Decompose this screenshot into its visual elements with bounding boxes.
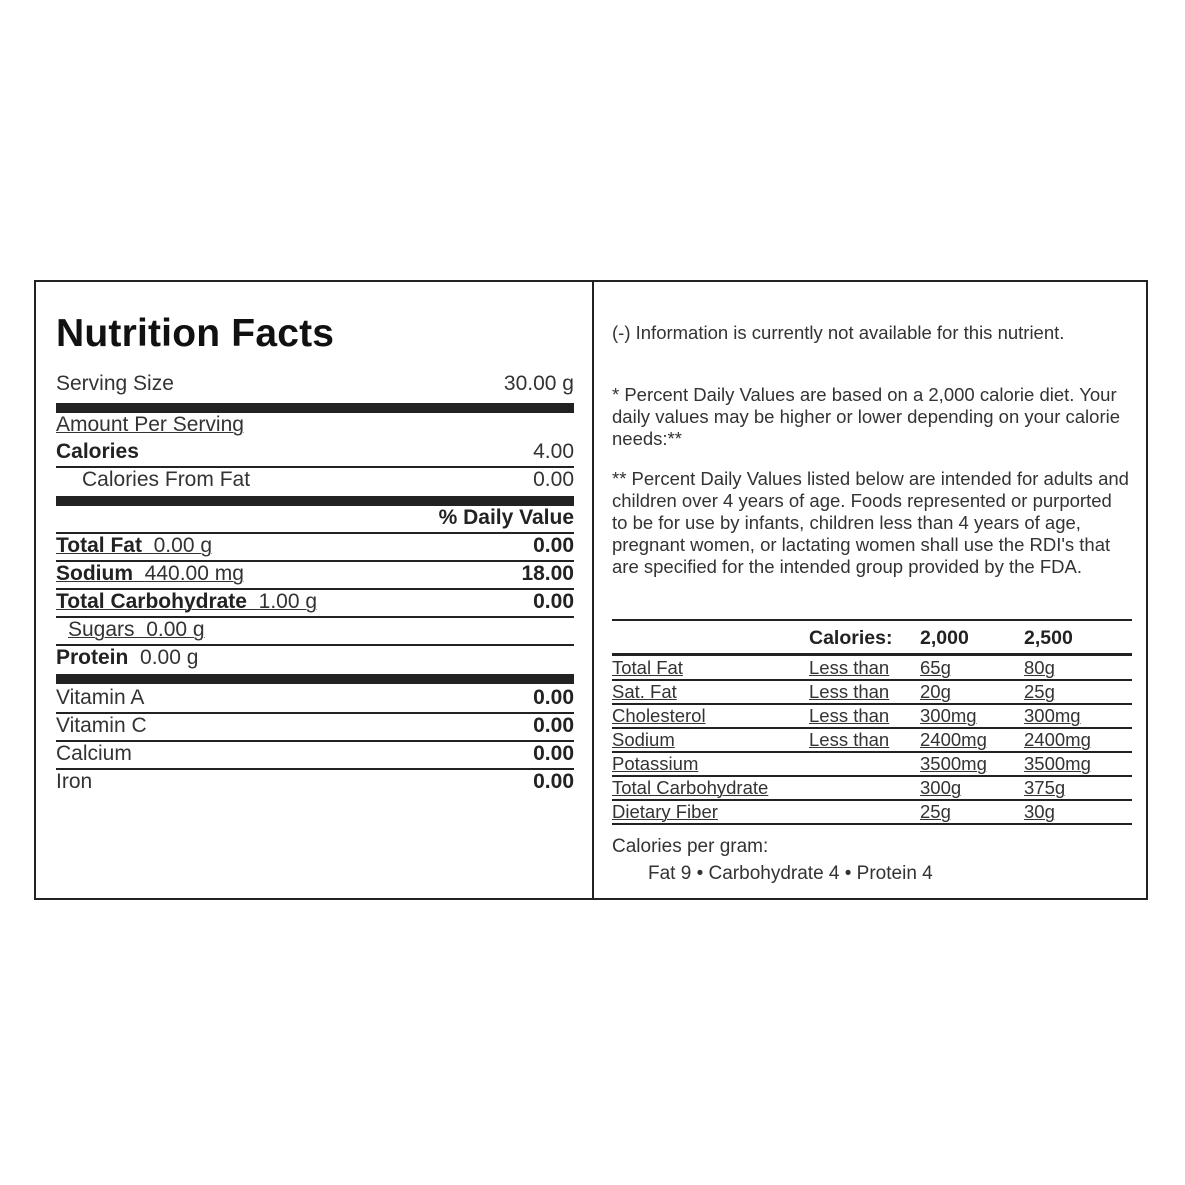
vitamin-row [56,684,574,712]
vitamin-row [56,768,574,796]
serving-size-row [56,370,574,398]
nutrient-amount: 0.00 g [153,534,213,557]
dv-nutrient: Total Carbohydrate [612,777,769,798]
vitamin-row [56,712,574,740]
nutrient-dv: 0.00 [533,590,574,613]
vitamin-dv: 0.00 [533,686,574,709]
dv-nutrient: Sodium [612,729,675,750]
dv-table-row [612,656,1132,680]
dv-nutrient: Cholesterol [612,705,706,726]
dv-nutrient: Total Fat [612,657,683,678]
nutrition-label [34,280,1148,900]
serving-size-value: 30.00 g [503,372,574,395]
vitamin-dv: 0.00 [533,770,574,793]
vitamin-name: Vitamin A [56,686,145,709]
sugars-row [56,616,574,644]
nutrient-dv: 0.00 [533,534,574,557]
dv-qualifier: Less than [809,657,890,678]
dv-nutrient: Sat. Fat [612,681,677,702]
dv-value-2500: 375g [1024,777,1066,798]
nutrient-row [56,588,574,616]
vitamin-name: Vitamin C [56,714,147,737]
dv-value-2000: 300g [920,777,962,798]
rdi-note: ** Percent Daily Values listed below are intended for adults and children over 4 years of age. Foods represented or purported to be for use by infants, children less than 4 years of age, pregnant women, or lactating women shall use the RDI's that are specified for the intended group provided by the FDA. [612,468,1129,577]
dv-value-2000: 3500mg [920,753,987,774]
protein-row [56,644,574,672]
nutrition-facts-title: Nutrition Facts [56,312,335,355]
protein-label: Protein [56,646,129,669]
rule [612,619,1132,621]
dv-value-2500: 3500mg [1024,753,1091,774]
amount-per-serving-label: Amount Per Serving [56,413,244,436]
nutrient-name: Sodium [56,562,133,585]
calories-row [56,438,574,466]
vitamin-dv: 0.00 [533,714,574,737]
dv-qualifier: Less than [809,729,890,750]
dv-table-row [612,776,1132,800]
nutrient-row [56,560,574,588]
dv-value-2000: 2400mg [920,729,987,750]
calories-per-gram-values: Fat 9 • Carbohydrate 4 • Protein 4 [648,863,933,884]
dv-value-2000: 25g [920,801,951,822]
dv-value-2500: 300mg [1024,705,1081,726]
dv-table-row [612,728,1132,752]
nutrient-name: Total Fat [56,534,142,557]
daily-value-header-row [56,504,574,532]
dv-table-row [612,800,1132,824]
nutrient-name-amount [56,562,244,586]
dv-calories-label: Calories: [809,627,893,649]
vitamin-row [56,740,574,768]
panel-divider [592,282,594,898]
dv-table-row [612,680,1132,704]
calories-label: Calories [56,440,139,463]
calories-from-fat-row [56,466,574,494]
dv-value-2500: 2400mg [1024,729,1091,750]
sugars-label: Sugars 0.00 g [68,618,205,641]
vitamin-name: Calcium [56,742,132,765]
dv-table-row [612,704,1132,728]
nutrient-row [56,532,574,560]
dv-value-2000: 65g [920,657,951,678]
dv-value-2500: 30g [1024,801,1055,822]
protein-amount: 0.00 g [140,646,199,669]
dv-value-2500: 80g [1024,657,1055,678]
dv-nutrient: Potassium [612,753,699,774]
nutrient-name-amount [56,590,317,614]
rule [612,823,1132,825]
amount-per-serving-row [56,411,574,439]
dv-value-2000: 20g [920,681,951,702]
dv-value-2500: 25g [1024,681,1055,702]
dv-value-2000: 300mg [920,705,977,726]
dv-qualifier: Less than [809,681,890,702]
nutrient-name: Total Carbohydrate [56,590,247,613]
thick-rule [56,674,574,684]
calories-per-gram-label: Calories per gram: [612,836,769,857]
calories-from-fat-value: 0.00 [533,468,574,491]
calories-value: 4.00 [533,440,574,463]
vitamin-name: Iron [56,770,93,793]
dv-table-row [612,752,1132,776]
dv-col-2500: 2,500 [1024,627,1073,649]
percent-dv-note: * Percent Daily Values are based on a 2,000 calorie diet. Your daily values may be higher or lower depending on your calorie needs:** [612,384,1121,449]
dv-table-header [612,625,1132,651]
dv-nutrient: Dietary Fiber [612,801,718,822]
unavailable-note: (-) Information is currently not available for this nutrient. [612,322,1065,343]
nutrient-amount: 440.00 mg [144,562,244,585]
dv-qualifier: Less than [809,705,890,726]
dv-col-2000: 2,000 [920,627,969,649]
daily-value-header: % Daily Value [438,506,574,529]
calories-from-fat-label: Calories From Fat [82,468,251,491]
serving-size-label: Serving Size [56,372,174,395]
nutrient-name-amount [56,534,212,558]
vitamin-dv: 0.00 [533,742,574,765]
nutrient-dv: 18.00 [521,562,574,585]
nutrient-amount: 1.00 g [258,590,318,613]
